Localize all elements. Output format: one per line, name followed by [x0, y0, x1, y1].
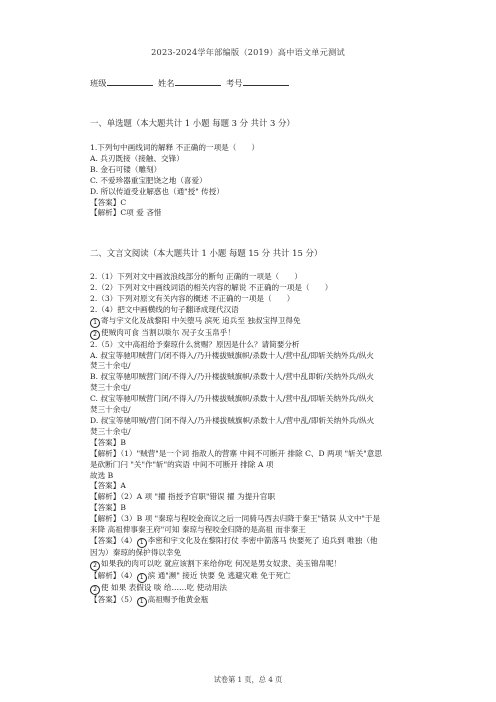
text-line: 【解析】（2）A 项 "擢 指授予官职"错误 擢 为提升官职: [90, 492, 276, 502]
circled-number: 1: [90, 318, 100, 328]
section-2-content: [90, 272, 415, 607]
text-line: C. 不爱珍器重宝肥饶之地（喜爱）: [90, 175, 207, 185]
name-label: 姓名: [158, 78, 175, 88]
text-line: A. 兵刃既接（接触、交锋）: [90, 153, 184, 163]
number-blank: [243, 77, 289, 86]
text-line: 焚三十余屯/: [90, 405, 131, 415]
circled-number: 1: [137, 538, 147, 548]
text-line: 2 如果我的肉可以吃 就应该割下来给你吃 何况是男女奴隶、美玉锦帛呢！: [90, 559, 415, 571]
student-info-line: [90, 77, 291, 89]
class-blank: [107, 77, 153, 86]
text-line: 因为）秦琼的保护得以幸免: [90, 547, 182, 557]
text-line: 2.（5）文中高祖给予秦琼什么赏赐？原因是什么？请简要分析: [90, 339, 300, 349]
page-footer: 试卷第 1 页，总 4 页: [213, 675, 283, 684]
text-line: 2.（3）下列对原文有关内容的概述 不正确的一项是（ ）: [90, 293, 295, 303]
document-title: 2023-2024学年部编版（2019）高中语文单元测试: [151, 47, 345, 57]
text-line: 2.（2）下列对文中画线词语的相关内容的解说 不正确的一项是（ ）: [90, 282, 333, 292]
section-1-content: [90, 143, 415, 219]
text-line: 2.（4）把文中画横线的句子翻译成现代汉语: [90, 304, 239, 314]
text-line: 故选 B: [90, 470, 114, 480]
circled-number: 2: [90, 561, 100, 571]
text-line: 【解析】C项 爱 吝惜: [90, 208, 162, 218]
circled-number: 1: [137, 573, 147, 583]
text-line: 1.下列句中画线词的解释 不正确的一项是（ ）: [90, 143, 260, 152]
text-line: 【答案】（5） 1 高祖赐予他黄金瓶: [90, 594, 209, 605]
text-line: 2 使 如果 表假设 啖 给……吃 使动用法: [90, 583, 415, 595]
text-line: 【答案】（4） 1 李密和宇文化及在黎阳打仗 李密中箭落马 快要死了 追兵到 唯独（他: [90, 535, 378, 546]
section-2-heading: 二、文言文阅读（本大题共计 1 小题 每题 15 分 共计 15 分）: [90, 248, 323, 258]
text-line: D. 叔宝等驰叩贼/营门闭不得入/乃升楼拔贼旗帜/杀数十人/营中乱/即斩关纳外兵/纵火: [90, 415, 375, 425]
text-line: 【解析】（4） 1 滨 通"濒" 接近 快要 免 逃避灾难 免于死亡: [90, 570, 291, 581]
text-line: 1 寄与宇文化及战黎阳 中矢堕马 滨死 追兵至 独叔宝捍卫得免: [90, 316, 415, 328]
text-line: B. 叔宝等驰叩贼营门闭/不得入/乃升楼拔贼旗帜/杀数十人/营中乱即斩/关纳外兵/纵火: [90, 372, 374, 382]
text-line: C. 叔宝等驰叩贼营门闭/不得入/乃升楼拔贼旗帜/杀数十人/营中乱/即斩关纳外兵/纵火: [90, 394, 374, 404]
text-line: 【解析】（1）"贼营"是一个词 指敌人的营寨 中间不可断开 排除 C、D 两项 "斩关"意思: [90, 448, 382, 458]
text-line: B. 金石可镂（雕刻）: [90, 164, 162, 174]
number-label: 考号: [226, 78, 243, 88]
circled-number: 1: [137, 597, 147, 607]
class-label: 班级: [90, 78, 107, 88]
circled-number: 2: [90, 585, 100, 595]
text-line: 【解析】（3）B 项 "秦琼与程咬金商议之后一同骑马西去归降于秦王"错误 从文中"于是: [90, 514, 381, 524]
text-line: 【答案】A: [90, 481, 126, 491]
text-line: 2.（1）下列对文中画波浪线部分的断句 正确的一项是（ ）: [90, 272, 302, 281]
text-line: D. 所以传道受业解惑也（通"授" 传授）: [90, 186, 224, 196]
text-line: 【答案】B: [90, 437, 126, 447]
text-line: A. 叔宝等驰叩贼营门/闭不得入/乃升楼拔贼旗帜/杀数十人/营中乱/即斩关纳外兵/纵火: [90, 350, 374, 360]
text-line: 来降 高祖俾事秦王府"可知 秦琼与程咬金归降的是高祖 而非秦王: [90, 525, 306, 535]
text-line: 焚三十余屯/: [90, 426, 131, 436]
text-line: 【答案】C: [90, 197, 127, 207]
name-blank: [175, 77, 221, 86]
section-1-heading: 一、单选题（本大题共计 1 小题 每题 3 分 共计 3 分）: [90, 118, 295, 128]
text-line: 是砍断门闩 "关"作"斩"的宾语 中间不可断开 排除 A 项: [90, 459, 274, 469]
text-line: 焚三十余屯/: [90, 383, 131, 393]
text-line: 【答案】B: [90, 503, 126, 513]
circled-number: 2: [90, 330, 100, 340]
text-line: 2 使贼肉可食 当割以啖尔 况子女玉帛乎！: [90, 328, 415, 340]
text-line: 焚三十余屯/: [90, 361, 131, 371]
